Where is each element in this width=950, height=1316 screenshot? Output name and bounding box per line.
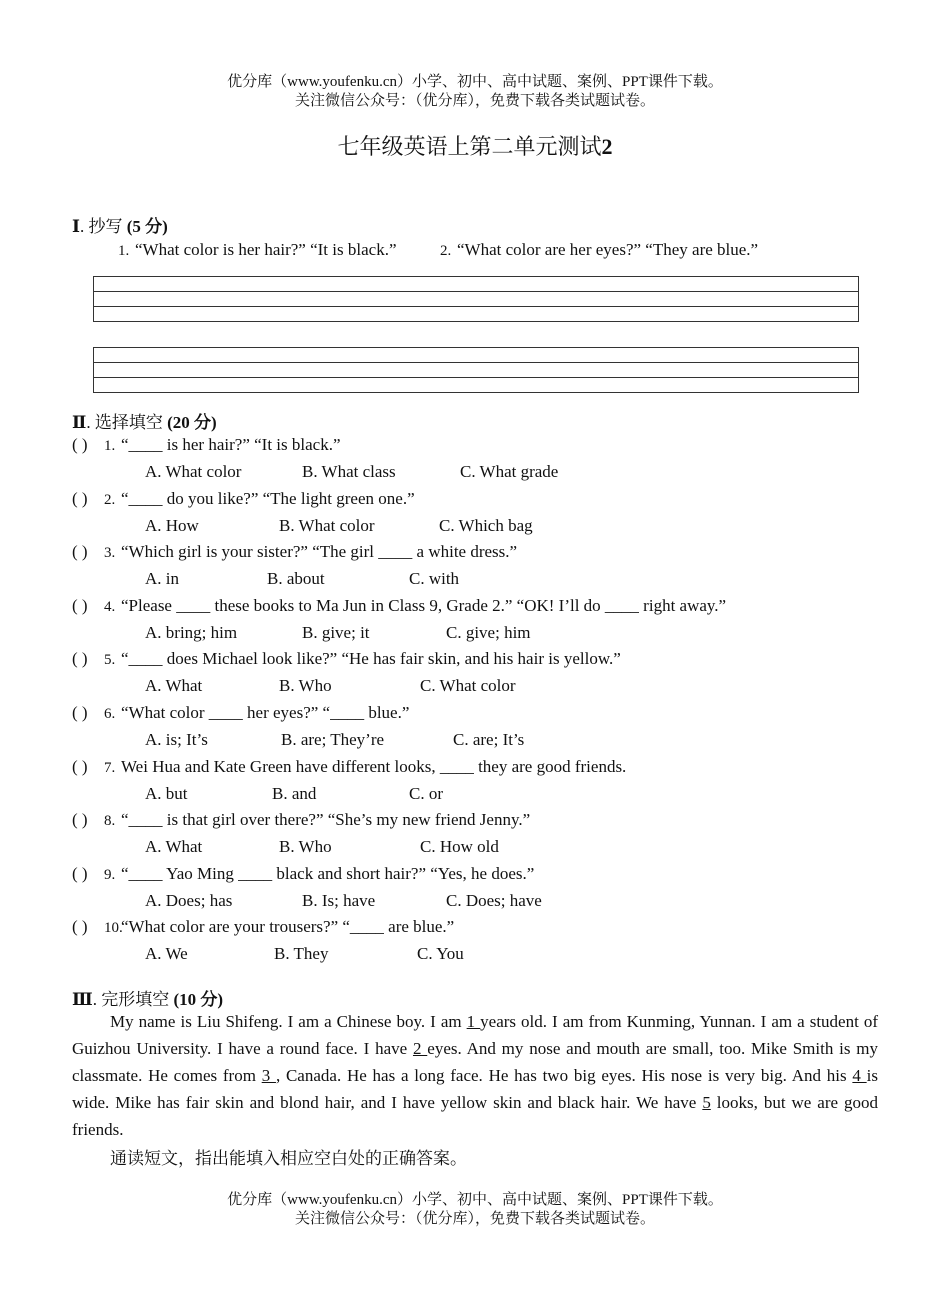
question-row: [72, 542, 517, 562]
option-c[interactable]: C. Which bag: [439, 515, 533, 535]
option-a[interactable]: A. What: [145, 837, 203, 857]
copy-item-1-num: 1.: [118, 243, 130, 259]
option-b[interactable]: B. give; it: [302, 622, 370, 642]
copy-item-2-num: 2.: [440, 243, 452, 259]
answer-bracket[interactable]: ( ): [72, 917, 88, 937]
header-line-2: 关注微信公众号：（优分库），免费下载各类试题试卷。: [294, 93, 655, 109]
question-row: [72, 649, 621, 669]
question-number: 3.: [104, 545, 116, 562]
page-header: [0, 73, 950, 111]
option-a[interactable]: A. How: [145, 515, 199, 535]
question-text: “____ is that girl over there?” “She’s my new friend Jenny.”: [121, 810, 531, 830]
question-row: [72, 757, 626, 777]
question-text: “What color ____ her eyes?” “____ blue.”: [121, 703, 410, 722]
question-row: [72, 864, 534, 884]
answer-bracket[interactable]: ( ): [72, 863, 88, 883]
blank-4[interactable]: 4: [852, 1066, 867, 1085]
question-row: [72, 703, 409, 723]
writing-lines-2[interactable]: [93, 347, 859, 393]
blank-1[interactable]: 1: [466, 1012, 481, 1031]
title-number: 2: [601, 134, 613, 159]
answer-bracket[interactable]: ( ): [72, 756, 88, 776]
option-c[interactable]: C. with: [409, 569, 460, 589]
answer-bracket[interactable]: ( ): [72, 649, 88, 669]
blank-5[interactable]: 5: [702, 1093, 711, 1112]
question-text: “Which girl is your sister?” “The girl ____ a white dress.”: [121, 542, 518, 562]
option-c[interactable]: C. are; It’s: [453, 730, 525, 749]
passage-text-5: is wide. Mike has fair skin and blond hair, and I have yellow skin and black hair. We have: [72, 1066, 878, 1112]
question-text: “____ does Michael look like?” “He has fair skin, and his hair is yellow.”: [121, 649, 621, 669]
question-number: 2.: [104, 491, 116, 508]
copy-item-2-text: “What color are her eyes?” “They are blue.”: [457, 240, 759, 259]
answer-bracket[interactable]: ( ): [72, 435, 88, 454]
question-text: “What color are your trousers?” “____ are blue.”: [121, 917, 455, 937]
option-a[interactable]: A. bring; him: [145, 622, 238, 642]
option-a[interactable]: A. in: [145, 569, 179, 589]
question-row: [72, 917, 454, 937]
option-b[interactable]: B. They: [274, 944, 329, 964]
section-3-score: (10 分): [173, 990, 224, 1009]
passage-text-2: years old. I am from Kunming, Yunnan. I am a student of Guizhou University. I have a round face. I have: [72, 1012, 879, 1058]
option-a[interactable]: A. We: [145, 944, 188, 964]
option-a[interactable]: A. is; It’s: [145, 730, 208, 749]
question-number: 10.: [104, 920, 123, 937]
footer-line-1: 优分库（www.youfenku.cn）小学、初中、高中试题、案例、PPT课件下载。: [227, 1192, 723, 1208]
question-number: 4.: [104, 598, 116, 615]
question-row: [72, 596, 726, 616]
passage-text-4: , Canada. He has a long face. He has two big eyes. His nose is very big. And his: [275, 1066, 853, 1085]
section-2-label: . 选择填空: [86, 413, 168, 432]
section-3-label: . 完形填空: [92, 990, 174, 1009]
option-b[interactable]: B. What class: [302, 462, 396, 481]
header-line-1: 优分库（www.youfenku.cn）小学、初中、高中试题、案例、PPT课件下载。: [227, 74, 723, 90]
section-1-score: (5 分): [126, 217, 168, 236]
question-number: 8.: [104, 813, 116, 830]
question-text: “Please ____ these books to Ma Jun in Class 9, Grade 2.” “OK! I’ll do ____ right away.”: [121, 595, 727, 615]
answer-bracket[interactable]: ( ): [72, 810, 88, 830]
blank-3[interactable]: 3: [261, 1066, 276, 1085]
question-number: 1.: [104, 438, 116, 454]
option-b[interactable]: B. Is; have: [302, 890, 376, 910]
page-footer: [0, 1191, 950, 1229]
question-text: “____ do you like?” “The light green one.”: [121, 488, 415, 508]
option-c[interactable]: C. You: [417, 944, 464, 964]
option-c[interactable]: C. What grade: [460, 462, 559, 481]
option-c[interactable]: C. What color: [420, 676, 516, 696]
writing-lines-1[interactable]: [93, 276, 859, 322]
question-number: 7.: [104, 759, 116, 776]
copy-item-2: [440, 240, 758, 260]
option-a[interactable]: A. but: [145, 783, 188, 803]
answer-bracket[interactable]: ( ): [72, 703, 88, 722]
option-b[interactable]: B. and: [272, 783, 317, 803]
option-b[interactable]: B. about: [267, 569, 325, 589]
option-c[interactable]: C. or: [409, 783, 443, 803]
cloze-passage: [72, 1008, 878, 1143]
answer-bracket[interactable]: ( ): [72, 488, 88, 508]
option-c[interactable]: C. How old: [420, 837, 499, 857]
blank-2[interactable]: 2: [412, 1039, 428, 1058]
section-2-heading: [72, 408, 217, 433]
question-number: 5.: [104, 652, 116, 669]
answer-bracket[interactable]: ( ): [72, 542, 88, 562]
option-a[interactable]: A. What color: [145, 462, 242, 481]
option-b[interactable]: B. What color: [279, 515, 375, 535]
question-text: “____ Yao Ming ____ black and short hair?” “Yes, he does.”: [121, 863, 535, 883]
passage-text-3: eyes. And my nose and mouth are small, too. Mike Smith is my classmate. He comes from: [72, 1039, 878, 1085]
title-text: 七年级英语上第二单元测试: [337, 134, 602, 159]
footer-line-2: 关注微信公众号：（优分库），免费下载各类试题试卷。: [294, 1211, 655, 1227]
option-c[interactable]: C. Does; have: [446, 890, 542, 910]
section-3-heading: [72, 985, 223, 1010]
passage-text-6: looks, but we are good friends.: [72, 1093, 878, 1139]
option-c[interactable]: C. give; him: [446, 622, 531, 642]
copy-item-1: [118, 240, 396, 260]
question-number: 9.: [104, 866, 116, 883]
question-number: 6.: [104, 706, 116, 722]
section-1-heading: [72, 212, 168, 237]
question-row: [72, 489, 415, 509]
option-b[interactable]: B. are; They’re: [281, 730, 385, 749]
question-row: [72, 810, 530, 830]
section-2-score: (20 分): [167, 413, 217, 432]
passage-text-1: My name is Liu Shifeng. I am a Chinese boy. I am: [110, 1012, 467, 1031]
section-3-roman: Ⅲ: [72, 990, 93, 1009]
question-row: [72, 435, 341, 455]
page-title: [0, 130, 950, 161]
section-1-roman: Ⅰ: [72, 217, 80, 236]
section-2-roman: Ⅱ: [72, 413, 87, 432]
cloze-instruction: 通读短文，指出能填入相应空白处的正确答案。: [110, 1149, 467, 1168]
question-text: Wei Hua and Kate Green have different looks, ____ they are good friends.: [121, 756, 627, 776]
option-a[interactable]: A. Does; has: [145, 890, 233, 910]
answer-bracket[interactable]: ( ): [72, 595, 88, 615]
option-b[interactable]: B. Who: [279, 676, 332, 696]
section-1-label: . 抄写: [79, 217, 127, 236]
option-b[interactable]: B. Who: [279, 837, 332, 857]
question-text: “____ is her hair?” “It is black.”: [121, 435, 341, 454]
copy-item-1-text: “What color is her hair?” “It is black.”: [135, 240, 397, 259]
option-a[interactable]: A. What: [145, 676, 203, 696]
